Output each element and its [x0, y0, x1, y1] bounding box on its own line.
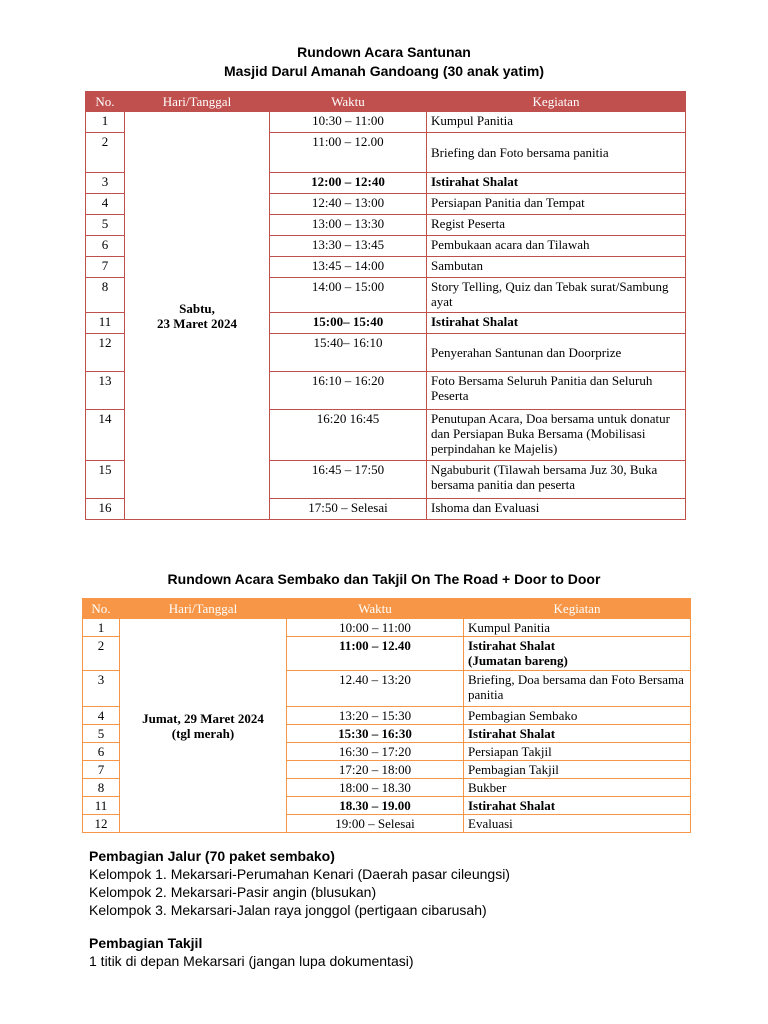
- table-header-row: [86, 92, 686, 112]
- row-no: 7: [83, 761, 120, 779]
- takjil-line: 1 titik di depan Mekarsari (jangan lupa dokumentasi): [89, 953, 414, 969]
- header-time: Waktu: [287, 599, 464, 619]
- row-no: 7: [86, 257, 125, 278]
- header-no: No.: [83, 599, 120, 619]
- row-activity: Pembagian Sembako: [464, 707, 691, 725]
- day-cell: [125, 112, 270, 520]
- row-time: 11:00 – 12.40: [287, 637, 464, 671]
- row-activity: Kumpul Panitia: [427, 112, 686, 133]
- row-activity: Pembukaan acara dan Tilawah: [427, 236, 686, 257]
- row-activity: Kumpul Panitia: [464, 619, 691, 637]
- row-time: 17:50 – Selesai: [270, 499, 427, 520]
- jalur-section: [89, 847, 510, 919]
- row-activity: Persiapan Panitia dan Tempat: [427, 194, 686, 215]
- row-time: 12:00 – 12:40: [270, 173, 427, 194]
- day-line1: Jumat, 29 Maret 2024: [142, 710, 264, 726]
- header-time: Waktu: [270, 92, 427, 112]
- row-no: 11: [86, 313, 125, 334]
- jalur-heading: Pembagian Jalur (70 paket sembako): [89, 848, 335, 864]
- row-no: 1: [83, 619, 120, 637]
- row-activity: Istirahat Shalat: [464, 725, 691, 743]
- day-cell: [120, 619, 287, 833]
- header-no: No.: [86, 92, 125, 112]
- row-time: 18.30 – 19.00: [287, 797, 464, 815]
- row-time: 13:45 – 14:00: [270, 257, 427, 278]
- row-time: 18:00 – 18.30: [287, 779, 464, 797]
- row-no: 4: [86, 194, 125, 215]
- row-activity: Evaluasi: [464, 815, 691, 833]
- row-activity: Briefing, Doa bersama dan Foto Bersama panitia: [464, 671, 691, 707]
- row-activity: Briefing dan Foto bersama panitia: [427, 133, 686, 173]
- sembako-table: [82, 598, 691, 833]
- row-activity: Ishoma dan Evaluasi: [427, 499, 686, 520]
- header-day: Hari/Tanggal: [120, 599, 287, 619]
- row-time: 15:30 – 16:30: [287, 725, 464, 743]
- jalur-line: Kelompok 2. Mekarsari-Pasir angin (blusukan): [89, 884, 377, 900]
- row-activity: Istirahat Shalat: [464, 797, 691, 815]
- row-time: 10:00 – 11:00: [287, 619, 464, 637]
- row-time: 12:40 – 13:00: [270, 194, 427, 215]
- row-no: 14: [86, 410, 125, 461]
- sembako-title: Rundown Acara Sembako dan Takjil On The Road + Door to Door: [167, 571, 601, 587]
- row-no: 16: [86, 499, 125, 520]
- row-no: 3: [86, 173, 125, 194]
- row-no: 12: [86, 334, 125, 372]
- row-time: 13:20 – 15:30: [287, 707, 464, 725]
- row-no: 2: [83, 637, 120, 671]
- row-activity: Pembagian Takjil: [464, 761, 691, 779]
- row-activity: [464, 637, 691, 671]
- row-activity: Sambutan: [427, 257, 686, 278]
- activity-line1: Istirahat Shalat: [468, 638, 556, 653]
- row-no: 1: [86, 112, 125, 133]
- row-time: 13:00 – 13:30: [270, 215, 427, 236]
- row-time: 19:00 – Selesai: [287, 815, 464, 833]
- row-time: 16:45 – 17:50: [270, 461, 427, 499]
- row-activity: Penutupan Acara, Doa bersama untuk donatur dan Persiapan Buka Bersama (Mobilisasi perpindahan ke Majelis): [427, 410, 686, 461]
- row-activity: Regist Peserta: [427, 215, 686, 236]
- santunan-table: [85, 91, 686, 520]
- row-no: 8: [83, 779, 120, 797]
- header-activity: Kegiatan: [427, 92, 686, 112]
- row-activity: Istirahat Shalat: [427, 313, 686, 334]
- row-activity: Bukber: [464, 779, 691, 797]
- row-no: 4: [83, 707, 120, 725]
- row-activity: Story Telling, Quiz dan Tebak surat/Sambung ayat: [427, 278, 686, 313]
- table-row: [83, 619, 691, 637]
- row-no: 12: [83, 815, 120, 833]
- row-time: 12.40 – 13:20: [287, 671, 464, 707]
- row-activity: Istirahat Shalat: [427, 173, 686, 194]
- day-line2: (tgl merah): [171, 725, 235, 741]
- row-no: 6: [86, 236, 125, 257]
- row-time: 15:00– 15:40: [270, 313, 427, 334]
- row-activity: Persiapan Takjil: [464, 743, 691, 761]
- day-line2: 23 Maret 2024: [157, 315, 237, 331]
- row-time: 10:30 – 11:00: [270, 112, 427, 133]
- rundown-title-line2: Masjid Darul Amanah Gandoang (30 anak yatim): [223, 63, 544, 79]
- row-no: 13: [86, 372, 125, 410]
- rundown-title: [0, 43, 768, 81]
- row-activity: Penyerahan Santunan dan Doorprize: [427, 334, 686, 372]
- row-time: 16:10 – 16:20: [270, 372, 427, 410]
- header-activity: Kegiatan: [464, 599, 691, 619]
- jalur-line: Kelompok 1. Mekarsari-Perumahan Kenari (Daerah pasar cileungsi): [89, 866, 510, 882]
- table-header-row: [83, 599, 691, 619]
- rundown-title-line1: Rundown Acara Santunan: [297, 44, 471, 60]
- row-no: 5: [86, 215, 125, 236]
- row-time: 13:30 – 13:45: [270, 236, 427, 257]
- day-line1: Sabtu,: [179, 300, 215, 316]
- row-time: 15:40– 16:10: [270, 334, 427, 372]
- row-no: 6: [83, 743, 120, 761]
- row-activity: Foto Bersama Seluruh Panitia dan Seluruh Peserta: [427, 372, 686, 410]
- row-time: 11:00 – 12.00: [270, 133, 427, 173]
- row-time: 17:20 – 18:00: [287, 761, 464, 779]
- row-no: 5: [83, 725, 120, 743]
- jalur-line: Kelompok 3. Mekarsari-Jalan raya jonggol (pertigaan cibarusah): [89, 902, 487, 918]
- row-no: 2: [86, 133, 125, 173]
- row-no: 11: [83, 797, 120, 815]
- row-no: 8: [86, 278, 125, 313]
- row-time: 14:00 – 15:00: [270, 278, 427, 313]
- row-no: 15: [86, 461, 125, 499]
- row-activity: Ngabuburit (Tilawah bersama Juz 30, Buka bersama panitia dan peserta: [427, 461, 686, 499]
- activity-line2: (Jumatan bareng): [468, 653, 568, 668]
- takjil-heading: Pembagian Takjil: [89, 935, 203, 951]
- header-day: Hari/Tanggal: [125, 92, 270, 112]
- takjil-section: [89, 934, 414, 970]
- row-time: 16:20 16:45: [270, 410, 427, 461]
- table-row: [86, 112, 686, 133]
- row-time: 16:30 – 17:20: [287, 743, 464, 761]
- row-no: 3: [83, 671, 120, 707]
